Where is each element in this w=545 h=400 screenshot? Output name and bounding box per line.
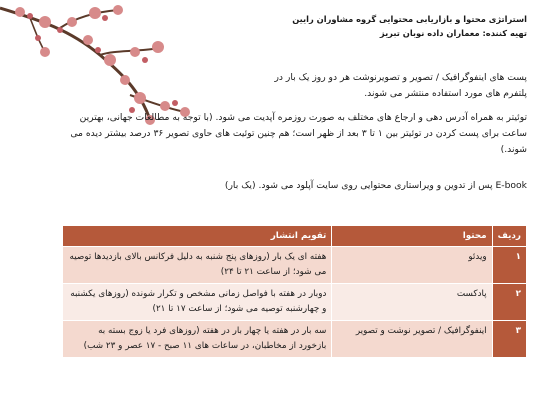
content-type-cell: پادکست bbox=[332, 284, 492, 321]
content-type-cell: اینفوگرافیک / تصویر نوشت و تصویر bbox=[332, 321, 492, 358]
table-header-row bbox=[63, 226, 527, 247]
document-title: استراتژی محتوا و بازاریابی محتوایی گروه مشاوران رایین bbox=[292, 14, 527, 24]
paragraph-twitter: توئیتر به همراه آدرس دهی و ارجاع های مختلف به صورت روزمره آپدیت می شود. (با توجه به مطالعات جهانی، بهترین ساعت برای پست کردن در توئیتر بین ۱ تا ۳ بعد از ظهر است؛ هم چنین توئیت های حاوی تصویر ۳۶ درصد بیشتر دیده می شوند.) bbox=[70, 112, 527, 155]
row-number: ۱ bbox=[492, 247, 526, 284]
schedule-cell: سه بار در هفته یا چهار بار در هفته (روزهای فرد یا زوج بسته به بازخورد از مخاطبان، در ساعات های ۱۱ صبح - ۱۷ عصر و ۲۳ شب) bbox=[63, 321, 332, 358]
table-row bbox=[63, 247, 527, 284]
table-row bbox=[63, 321, 527, 358]
schedule-cell: دوبار در هفته با فواصل زمانی مشخص و تکرار شونده (روزهای یکشنبه و چهارشنبه توصیه می شود؛ از ساعت ۱۷ تا ۲۱) bbox=[63, 284, 332, 321]
table-row bbox=[63, 284, 527, 321]
header-publish-schedule: تقویم انتشار bbox=[63, 226, 332, 247]
header-row-number: ردیف bbox=[492, 226, 526, 247]
document-author: تهیه کننده: معماران داده نوبان تبریز bbox=[379, 28, 527, 38]
schedule-cell: هفته ای یک بار (روزهای پنج شنبه به دلیل فرکانس بالای بازدیدها توصیه می شود؛ از ساعت ۲۱ تا ۲۴) bbox=[63, 247, 332, 284]
document-header bbox=[197, 12, 527, 40]
row-number: ۲ bbox=[492, 284, 526, 321]
paragraph-ebook: E-book پس از تدوین و ویراستاری محتوایی روی سایت آپلود می شود. (یک بار) bbox=[224, 180, 527, 191]
paragraph-infographic: پست های اینفوگرافیک / تصویر و تصویرنوشت هر دو روز یک بار در پلتفرم های مورد استفاده منتشر می شوند. bbox=[274, 72, 527, 99]
row-number: ۳ bbox=[492, 321, 526, 358]
publishing-schedule-table bbox=[62, 225, 527, 358]
content-type-cell: ویدئو bbox=[332, 247, 492, 284]
header-content-type: محتوا bbox=[332, 226, 492, 247]
